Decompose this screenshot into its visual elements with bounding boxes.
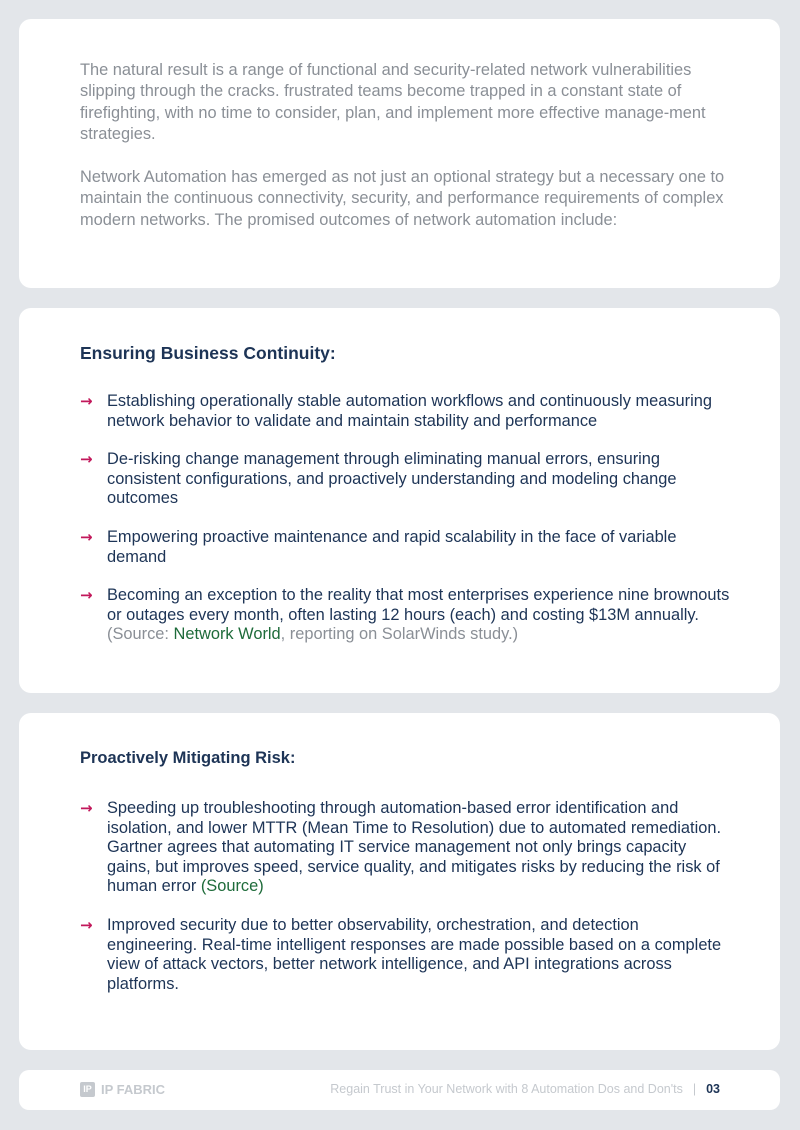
list-item-text: Becoming an exception to the reality that most enterprises experience nine brownouts or outages every month, often lasting 12 hours (each) and costing $13M annually. <box>107 586 730 624</box>
ip-fabric-logo <box>80 1082 165 1097</box>
list-item <box>80 916 730 994</box>
section-heading: Proactively Mitigating Risk: <box>80 749 296 767</box>
list-item-text: Speeding up troubleshooting through automation-based error identification and isolation, and lower MTTR (Mean Time to Resolution) due to automated remediation. Gartner agrees that automating IT service management not only brings capacity gains, but improves speed, service quality, and mitigates risks by reducing the risk of human error <box>107 799 722 895</box>
source-link-network-world[interactable]: Network World <box>173 625 281 643</box>
list-item <box>80 799 730 897</box>
source-prefix: (Source: <box>107 625 174 643</box>
intro-paragraph-1: The natural result is a range of functional and security-related network vulnerabilities slipping through the cracks. frustrated teams become trapped in a constant state of firefighting, with no time to consider, plan, and implement more effective manage-ment strategies. <box>80 61 706 143</box>
list-item <box>80 586 730 645</box>
intro-paragraph-2: Network Automation has emerged as not just an optional strategy but a necessary one to maintain the continuous connectivity, security, and performance requirements of complex modern networks. The promised outcomes of network automation include: <box>80 168 725 229</box>
business-continuity-card <box>19 308 780 693</box>
arrow-right-icon: → <box>80 450 93 468</box>
source-link[interactable]: (Source) <box>200 877 264 895</box>
footer-info <box>330 1082 720 1096</box>
list-item-text: De-risking change management through eliminating manual errors, ensuring consistent configurations, and proactively understanding and modeling change outcomes <box>107 450 677 507</box>
page-footer <box>19 1070 780 1110</box>
mitigating-risk-card <box>19 713 780 1050</box>
list-item-text-container <box>107 586 730 645</box>
arrow-right-icon: → <box>80 916 93 934</box>
page-number: 03 <box>706 1082 720 1096</box>
list-item <box>80 392 730 431</box>
arrow-right-icon: → <box>80 799 93 817</box>
list-item <box>80 528 730 567</box>
document-title: Regain Trust in Your Network with 8 Automation Dos and Don'ts <box>330 1082 683 1096</box>
list-item-text: Establishing operationally stable automation workflows and continuously measuring network behavior to validate and maintain stability and performance <box>107 392 712 430</box>
arrow-right-icon: → <box>80 392 93 410</box>
list-item-text: Empowering proactive maintenance and rapid scalability in the face of variable demand <box>107 528 677 566</box>
ip-fabric-logo-icon: IP <box>80 1082 95 1097</box>
list-item <box>80 450 730 509</box>
logo-text: IP FABRIC <box>101 1082 166 1097</box>
footer-separator: | <box>692 1082 697 1096</box>
list-item-text-container <box>107 799 730 897</box>
arrow-right-icon: → <box>80 586 93 604</box>
source-suffix: , reporting on SolarWinds study.) <box>280 625 519 643</box>
arrow-right-icon: → <box>80 528 93 546</box>
section-heading: Ensuring Business Continuity: <box>80 343 336 363</box>
intro-card <box>19 19 780 288</box>
list-item-text: Improved security due to better observability, orchestration, and detection engineering. Real-time intelligent responses are made possible based on a complete view of attack vectors, better network intelligence, and API integrations across platforms. <box>107 916 722 993</box>
